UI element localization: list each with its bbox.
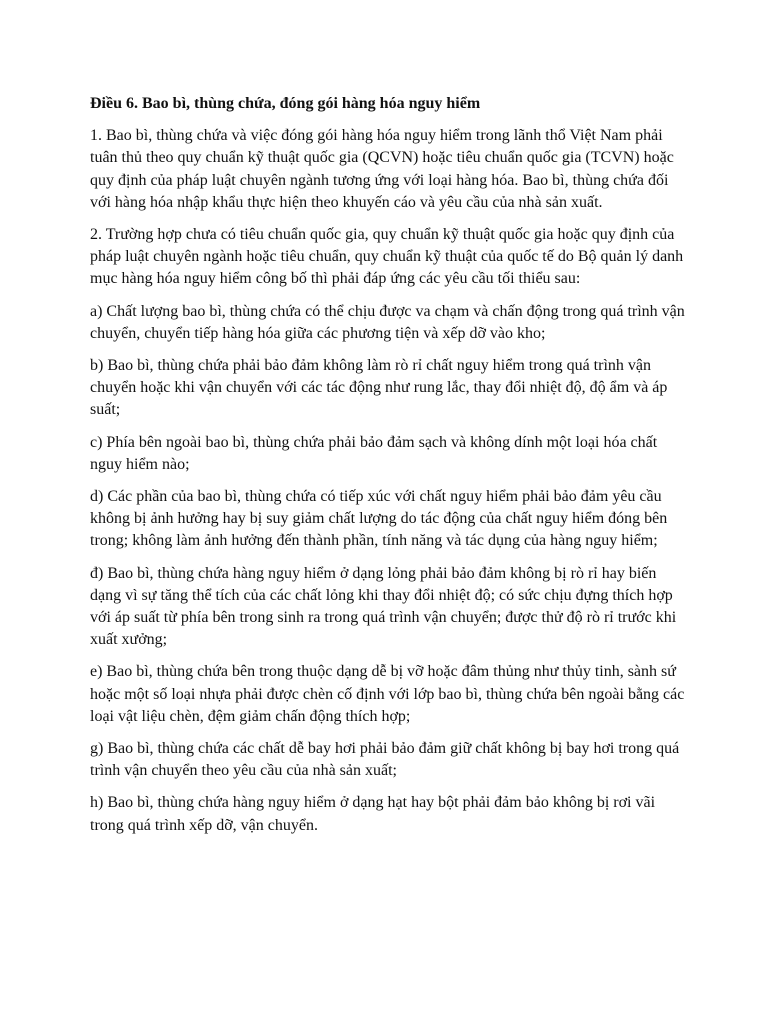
paragraph-item-c: c) Phía bên ngoài bao bì, thùng chứa phải bảo đảm sạch và không dính một loại hóa chất nguy hiểm nào; (90, 433, 658, 473)
paragraph-item-b: b) Bao bì, thùng chứa phải bảo đảm không làm rò rỉ chất nguy hiểm trong quá trình vận chuyển hoặc khi vận chuyển với các tác động như rung lắc, thay đổi nhiệt độ, độ ẩm và áp suất; (90, 357, 668, 419)
article-heading: Điều 6. Bao bì, thùng chứa, đóng gói hàng hóa nguy hiểm (90, 95, 481, 112)
paragraph-clause-1: 1. Bao bì, thùng chứa và việc đóng gói hàng hóa nguy hiểm trong lãnh thổ Việt Nam phải tuân thủ theo quy chuẩn kỹ thuật quốc gia (QCVN) hoặc tiêu chuẩn quốc gia (TCVN) hoặc quy định của pháp luật chuyên ngành tương ứng với loại hàng hóa. Bao bì, thùng chứa đối với hàng hóa nhập khẩu thực hiện theo khuyến cáo và yêu cầu của nhà sản xuất. (90, 127, 674, 211)
paragraph-item-a: a) Chất lượng bao bì, thùng chứa có thể chịu được va chạm và chấn động trong quá trình vận chuyển, chuyển tiếp hàng hóa giữa các phương tiện và xếp dỡ vào kho; (90, 302, 685, 342)
paragraph-item-d: d) Các phần của bao bì, thùng chứa có tiếp xúc với chất nguy hiểm phải bảo đảm yêu cầu không bị ảnh hưởng hay bị suy giảm chất lượng do tác động của chất nguy hiểm đóng bên trong; không làm ảnh hưởng đến thành phần, tính năng và tác dụng của hàng nguy hiểm; (90, 488, 668, 550)
paragraph-item-e: e) Bao bì, thùng chứa bên trong thuộc dạng dễ bị vỡ hoặc đâm thủng như thủy tinh, sành sứ hoặc một số loại nhựa phải được chèn cố định với lớp bao bì, thùng chứa bên ngoài bằng các loại vật liệu chèn, đệm giảm chấn động thích hợp; (90, 663, 685, 725)
paragraph-item-dd: đ) Bao bì, thùng chứa hàng nguy hiểm ở dạng lỏng phải bảo đảm không bị rò rỉ hay biến dạng vì sự tăng thể tích của các chất lỏng khi thay đổi nhiệt độ; có sức chịu đựng thích hợp với áp suất từ phía bên trong sinh ra trong quá trình vận chuyển; được thử độ rò rỉ trước khi xuất xưởng; (90, 564, 677, 649)
paragraph-item-g: g) Bao bì, thùng chứa các chất dễ bay hơi phải bảo đảm giữ chất không bị bay hơi trong quá trình vận chuyển theo yêu cầu của nhà sản xuất; (90, 740, 680, 780)
paragraph-item-h: h) Bao bì, thùng chứa hàng nguy hiểm ở dạng hạt hay bột phải đảm bảo không bị rơi vãi trong quá trình xếp dỡ, vận chuyển. (90, 794, 656, 834)
document-page (90, 93, 690, 847)
paragraph-clause-2: 2. Trường hợp chưa có tiêu chuẩn quốc gia, quy chuẩn kỹ thuật quốc gia hoặc quy định của pháp luật chuyên ngành hoặc tiêu chuẩn, quy chuẩn kỹ thuật của quốc tế do Bộ quản lý danh mục hàng hóa nguy hiểm công bố thì phải đáp ứng các yêu cầu tối thiểu sau: (90, 226, 684, 288)
